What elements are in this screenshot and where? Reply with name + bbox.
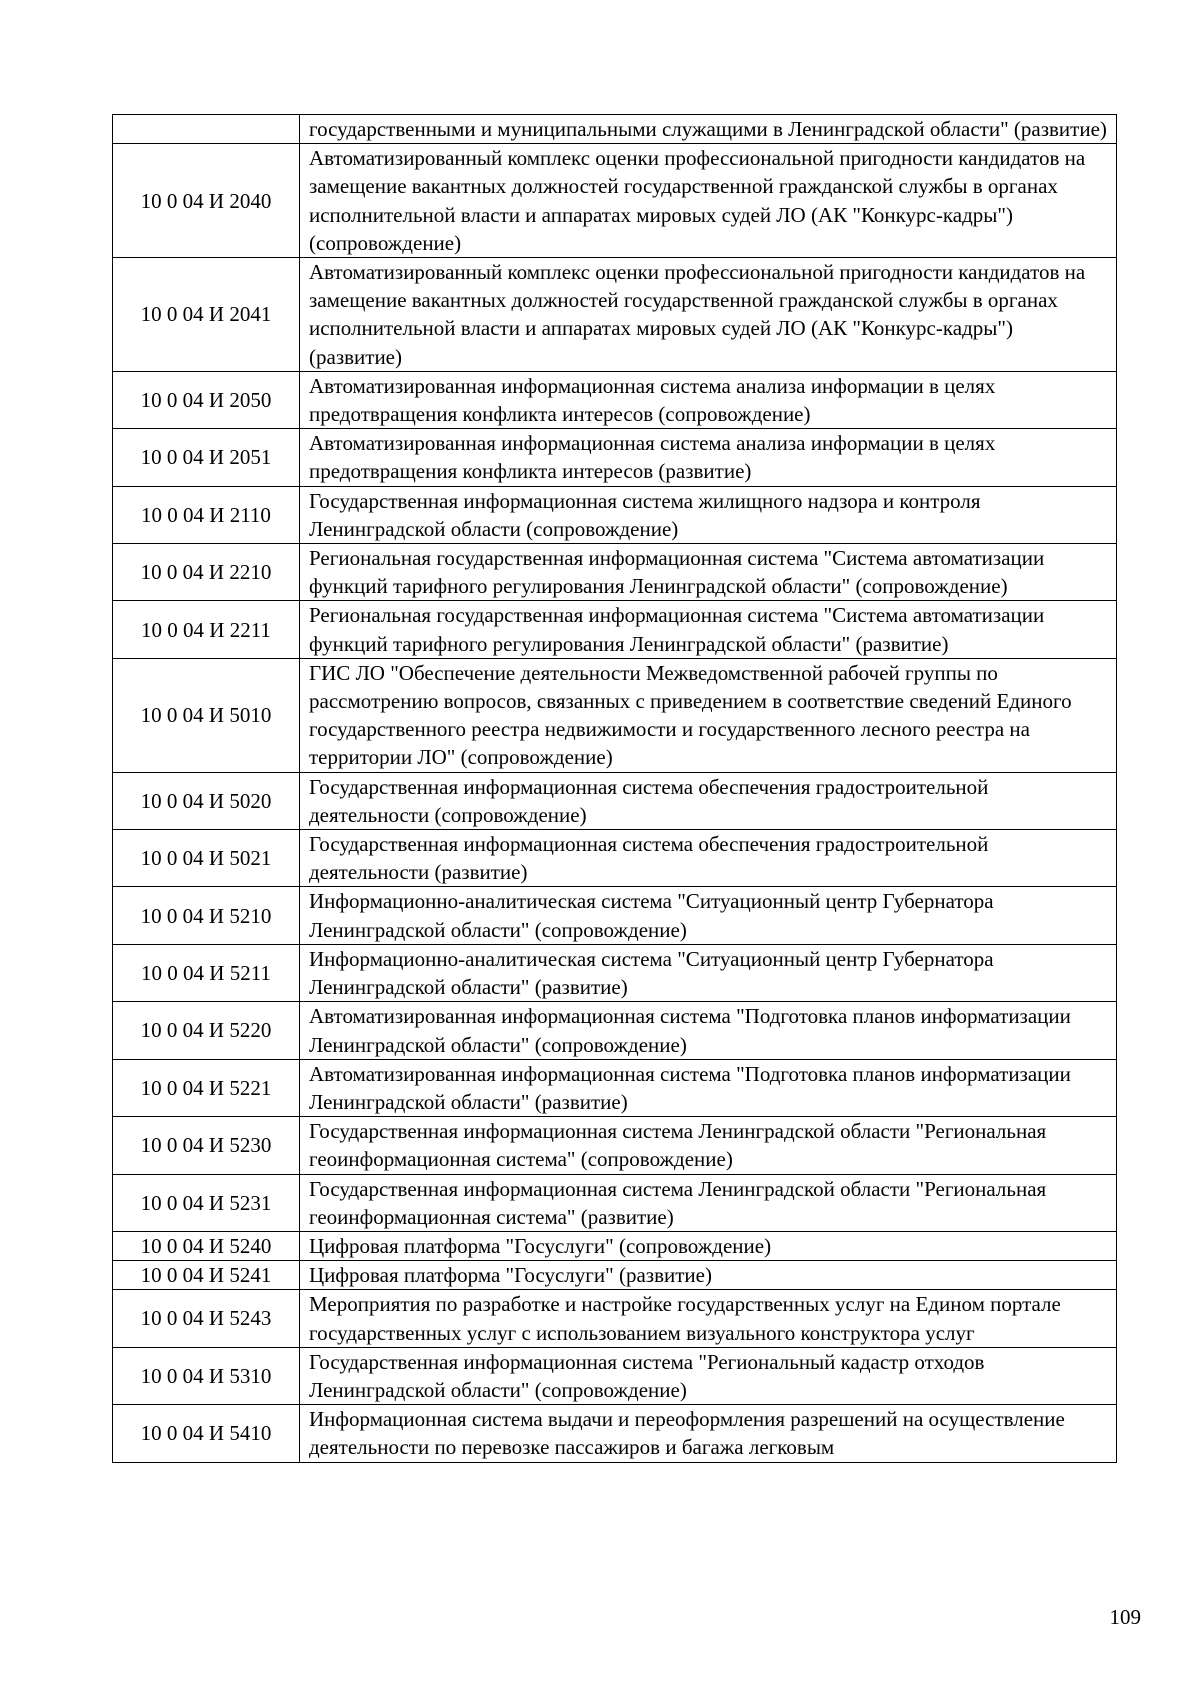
table-row [113, 1002, 1117, 1059]
expense-description: Государственная информационная система Ленинградской области "Региональная геоинформационная система" (сопровождение) [300, 1117, 1117, 1174]
expense-description: Автоматизированная информационная система "Подготовка планов информатизации Ленинградской области" (сопровождение) [300, 1002, 1117, 1059]
expense-description: Автоматизированный комплекс оценки профессиональной пригодности кандидатов на замещение вакантных должностей государственной гражданской службы в органах исполнительной власти и аппаратах мировых судей ЛО (АК "Конкурс-кадры") (сопровождение) [300, 144, 1117, 258]
expense-description: Цифровая платформа "Госуслуги" (развитие) [300, 1261, 1117, 1290]
expense-description: Мероприятия по разработке и настройке государственных услуг на Едином портале государственных услуг с использованием визуального конструктора услуг [300, 1290, 1117, 1347]
classification-code: 10 0 04 И 2110 [113, 486, 300, 543]
table-row [113, 1261, 1117, 1290]
table-row [113, 486, 1117, 543]
classification-code: 10 0 04 И 2041 [113, 258, 300, 372]
table-row [113, 887, 1117, 944]
expense-description: Автоматизированный комплекс оценки профессиональной пригодности кандидатов на замещение вакантных должностей государственной гражданской службы в органах исполнительной власти и аппаратах мировых судей ЛО (АК "Конкурс-кадры") (развитие) [300, 258, 1117, 372]
expense-description: Государственная информационная система "Региональный кадастр отходов Ленинградской области" (сопровождение) [300, 1347, 1117, 1404]
classification-code: 10 0 04 И 5410 [113, 1405, 300, 1462]
classification-code: 10 0 04 И 5240 [113, 1231, 300, 1260]
expense-description: Региональная государственная информационная система "Система автоматизации функций тарифного регулирования Ленинградской области" (сопровождение) [300, 544, 1117, 601]
table-row [113, 258, 1117, 372]
classification-code: 10 0 04 И 5230 [113, 1117, 300, 1174]
expense-description: Автоматизированная информационная система "Подготовка планов информатизации Ленинградской области" (развитие) [300, 1059, 1117, 1116]
table-row [113, 1174, 1117, 1231]
classification-code: 10 0 04 И 2050 [113, 371, 300, 428]
table-row [113, 371, 1117, 428]
classification-code: 10 0 04 И 5211 [113, 944, 300, 1001]
table-row [113, 144, 1117, 258]
table-row [113, 1290, 1117, 1347]
table-row [113, 1231, 1117, 1260]
classification-code: 10 0 04 И 2040 [113, 144, 300, 258]
table-row [113, 658, 1117, 772]
table-row [113, 601, 1117, 658]
expense-description: Информационно-аналитическая система "Ситуационный центр Губернатора Ленинградской области" (сопровождение) [300, 887, 1117, 944]
page-number: 109 [1109, 1605, 1141, 1629]
table-row [113, 1059, 1117, 1116]
classification-code: 10 0 04 И 5241 [113, 1261, 300, 1290]
expense-description: Региональная государственная информационная система "Система автоматизации функций тарифного регулирования Ленинградской области" (развитие) [300, 601, 1117, 658]
table-body [113, 115, 1117, 1463]
table-row [113, 544, 1117, 601]
table-row [113, 1347, 1117, 1404]
expense-description: государственными и муниципальными служащими в Ленинградской области" (развитие) [300, 115, 1117, 144]
classification-code: 10 0 04 И 5231 [113, 1174, 300, 1231]
expense-description: Государственная информационная система обеспечения градостроительной деятельности (сопровождение) [300, 772, 1117, 829]
expense-description: Информационно-аналитическая система "Ситуационный центр Губернатора Ленинградской области" (развитие) [300, 944, 1117, 1001]
classification-code: 10 0 04 И 2051 [113, 429, 300, 486]
classification-code: 10 0 04 И 5221 [113, 1059, 300, 1116]
expense-description: Автоматизированная информационная система анализа информации в целях предотвращения конфликта интересов (развитие) [300, 429, 1117, 486]
classification-code: 10 0 04 И 5020 [113, 772, 300, 829]
classification-code: 10 0 04 И 5210 [113, 887, 300, 944]
expense-description: Автоматизированная информационная система анализа информации в целях предотвращения конфликта интересов (сопровождение) [300, 371, 1117, 428]
classification-code: 10 0 04 И 5310 [113, 1347, 300, 1404]
expense-description: Государственная информационная система жилищного надзора и контроля Ленинградской области (сопровождение) [300, 486, 1117, 543]
expense-description: Государственная информационная система обеспечения градостроительной деятельности (развитие) [300, 830, 1117, 887]
expense-description: Информационная система выдачи и переоформления разрешений на осуществление деятельности по перевозке пассажиров и багажа легковым [300, 1405, 1117, 1462]
table-row [113, 429, 1117, 486]
classification-code: 10 0 04 И 2210 [113, 544, 300, 601]
table-row [113, 772, 1117, 829]
table-row [113, 830, 1117, 887]
expense-description: ГИС ЛО "Обеспечение деятельности Межведомственной рабочей группы по рассмотрению вопросов, связанных с приведением в соответствие сведений Единого государственного реестра недвижимости и государственного лесного реестра на территории ЛО" (сопровождение) [300, 658, 1117, 772]
budget-classification-table [112, 114, 1117, 1463]
table-row [113, 1405, 1117, 1462]
expense-description: Государственная информационная система Ленинградской области "Региональная геоинформационная система" (развитие) [300, 1174, 1117, 1231]
classification-code [113, 115, 300, 144]
classification-code: 10 0 04 И 5021 [113, 830, 300, 887]
classification-code: 10 0 04 И 2211 [113, 601, 300, 658]
classification-code: 10 0 04 И 5220 [113, 1002, 300, 1059]
table-row [113, 944, 1117, 1001]
table-row [113, 1117, 1117, 1174]
table-row [113, 115, 1117, 144]
expense-description: Цифровая платформа "Госуслуги" (сопровождение) [300, 1231, 1117, 1260]
classification-code: 10 0 04 И 5010 [113, 658, 300, 772]
classification-code: 10 0 04 И 5243 [113, 1290, 300, 1347]
